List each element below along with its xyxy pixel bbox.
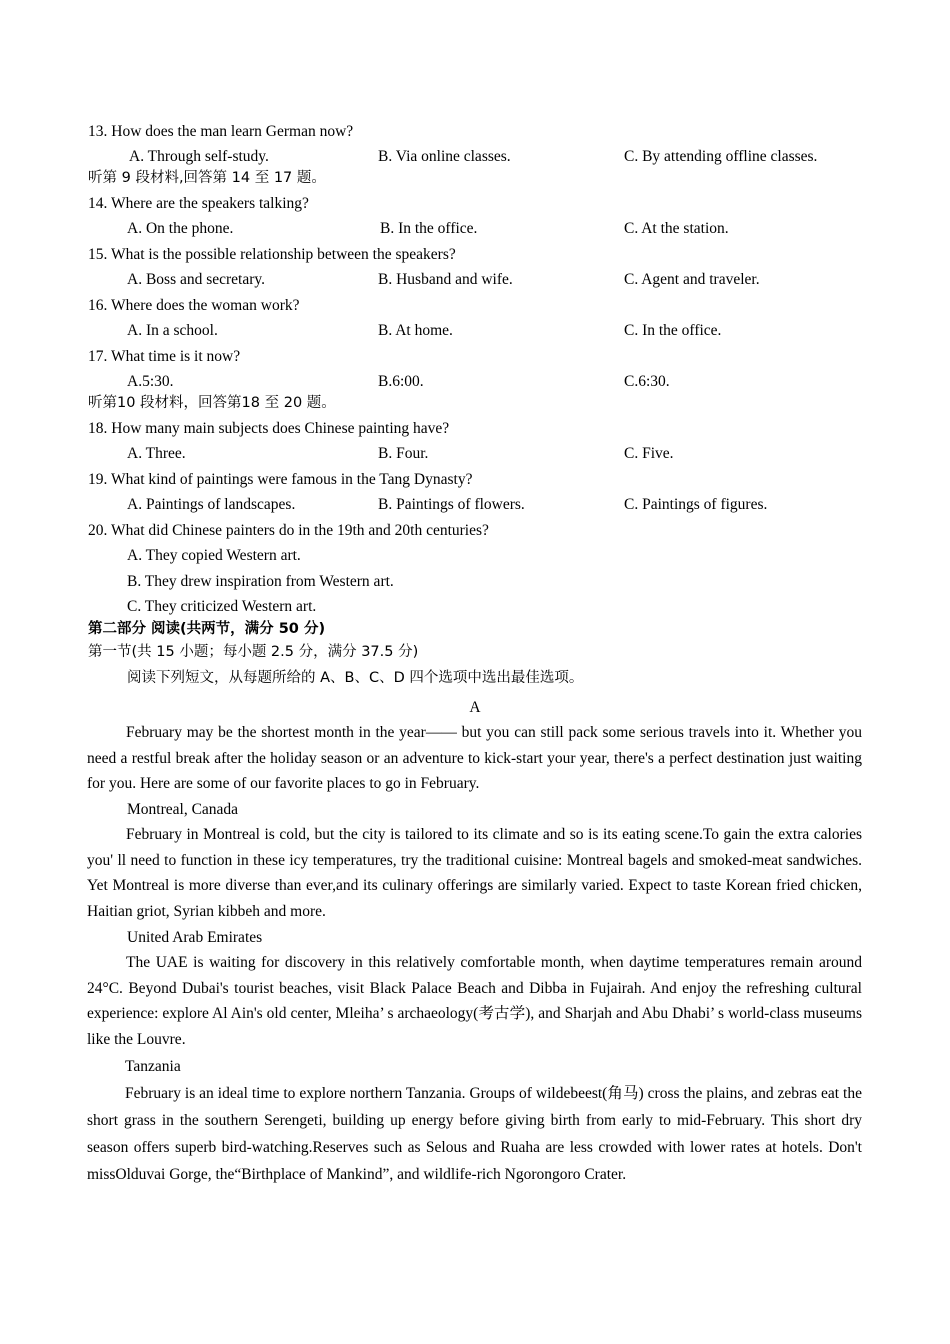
part-2-heading: 第二部分 阅读(共两节，满分 50 分) bbox=[88, 621, 326, 637]
question-17-option-a: A.5:30. bbox=[127, 373, 174, 390]
destination-heading-tanzania: Tanzania bbox=[125, 1058, 181, 1075]
question-16-option-c: C. In the office. bbox=[624, 322, 722, 339]
passage-label: A bbox=[469, 699, 481, 716]
question-15-option-c: C. Agent and traveler. bbox=[624, 271, 760, 288]
question-20-stem: 20. What did Chinese painters do in the 19th and 20th centuries? bbox=[88, 522, 489, 539]
question-13-option-b: B. Via online classes. bbox=[378, 148, 511, 165]
passage-tanzania: February is an ideal time to explore northern Tanzania. Groups of wildebeest(角马) cross the plains, and zebras eat the short grass in the southern Serengeti, building up energy before giving birth from early to mid-February. This short dry season offers superb bird-watching.Reserves such as Selous and Ruaha are less crowded with lower rates at hotels. Don't missOlduvai Gorge, the“Birthplace of Mankind”, and wildlife-rich Ngorongoro Crater. bbox=[87, 1085, 862, 1183]
question-19-stem: 19. What kind of paintings were famous in the Tang Dynasty? bbox=[88, 471, 473, 488]
section-9-instruction: 听第 9 段材料,回答第 14 至 17 题。 bbox=[88, 170, 326, 186]
question-20-option-c: C. They criticized Western art. bbox=[127, 598, 317, 615]
question-19-option-a: A. Paintings of landscapes. bbox=[127, 496, 296, 513]
question-14-option-b: B. In the office. bbox=[380, 220, 478, 237]
question-13-option-c: C. By attending offline classes. bbox=[624, 148, 818, 165]
question-16-option-a: A. In a school. bbox=[127, 322, 218, 339]
question-16-stem: 16. Where does the woman work? bbox=[88, 297, 300, 314]
destination-heading-uae: United Arab Emirates bbox=[127, 929, 263, 946]
question-17-option-b: B.6:00. bbox=[378, 373, 424, 390]
question-16-option-b: B. At home. bbox=[378, 322, 453, 339]
passage-intro: February may be the shortest month in the year—— but you can still pack some serious travels into it. Whether you need a restful break after the holiday season or an adventure to kick-start your year, there's a perfect destination just waiting for you. Here are some of our favorite places to go in February. bbox=[87, 724, 862, 792]
part-2-section-1-heading: 第一节(共 15 小题；每小题 2.5 分，满分 37.5 分) bbox=[88, 644, 419, 660]
destination-heading-montreal: Montreal, Canada bbox=[127, 801, 239, 818]
question-20-option-a: A. They copied Western art. bbox=[127, 547, 301, 564]
question-14-option-c: C. At the station. bbox=[624, 220, 729, 237]
section-10-instruction: 听第10 段材料，回答第18 至 20 题。 bbox=[88, 395, 336, 411]
passage-uae: The UAE is waiting for discovery in this relatively comfortable month, when daytime temperatures remain around 24°C. Beyond Dubai's tourist beaches, visit Black Palace Beach and Dibba in Fujairah. And enjoy the refreshing cultural experience: explore Al Ain's old center, Mleiha’ s archaeology(考古学), and Sharjah and Abu Dhabi’ s world-class museums like the Louvre. bbox=[87, 954, 862, 1048]
question-14-option-a: A. On the phone. bbox=[127, 220, 234, 237]
question-14-stem: 14. Where are the speakers talking? bbox=[88, 195, 309, 212]
question-17-option-c: C.6:30. bbox=[624, 373, 670, 390]
question-15-option-a: A. Boss and secretary. bbox=[127, 271, 266, 288]
question-17-stem: 17. What time is it now? bbox=[88, 348, 241, 365]
question-13-option-a: A. Through self-study. bbox=[129, 148, 269, 165]
question-18-option-b: B. Four. bbox=[378, 445, 429, 462]
question-18-stem: 18. How many main subjects does Chinese painting have? bbox=[88, 420, 450, 437]
question-15-stem: 15. What is the possible relationship between the speakers? bbox=[88, 246, 456, 263]
question-18-option-c: C. Five. bbox=[624, 445, 674, 462]
question-19-option-b: B. Paintings of flowers. bbox=[378, 496, 525, 513]
question-19-option-c: C. Paintings of figures. bbox=[624, 496, 768, 513]
question-13-stem: 13. How does the man learn German now? bbox=[88, 123, 354, 140]
question-15-option-b: B. Husband and wife. bbox=[378, 271, 513, 288]
question-20-option-b: B. They drew inspiration from Western art. bbox=[127, 573, 394, 590]
question-18-option-a: A. Three. bbox=[127, 445, 186, 462]
passage-montreal: February in Montreal is cold, but the city is tailored to its climate and so is its eating scene.To gain the extra calories you' ll need to function in these icy temperatures, try the traditional cuisine: Montreal bagels and smoked-meat sandwiches. Yet Montreal is more diverse than ever,and its culinary offerings are similarly varied. Expect to taste Korean fried chicken, Haitian griot, Syrian kibbeh and more. bbox=[87, 826, 862, 920]
reading-instruction: 阅读下列短文，从每题所给的 A、B、C、D 四个选项中选出最佳选项。 bbox=[127, 670, 584, 686]
